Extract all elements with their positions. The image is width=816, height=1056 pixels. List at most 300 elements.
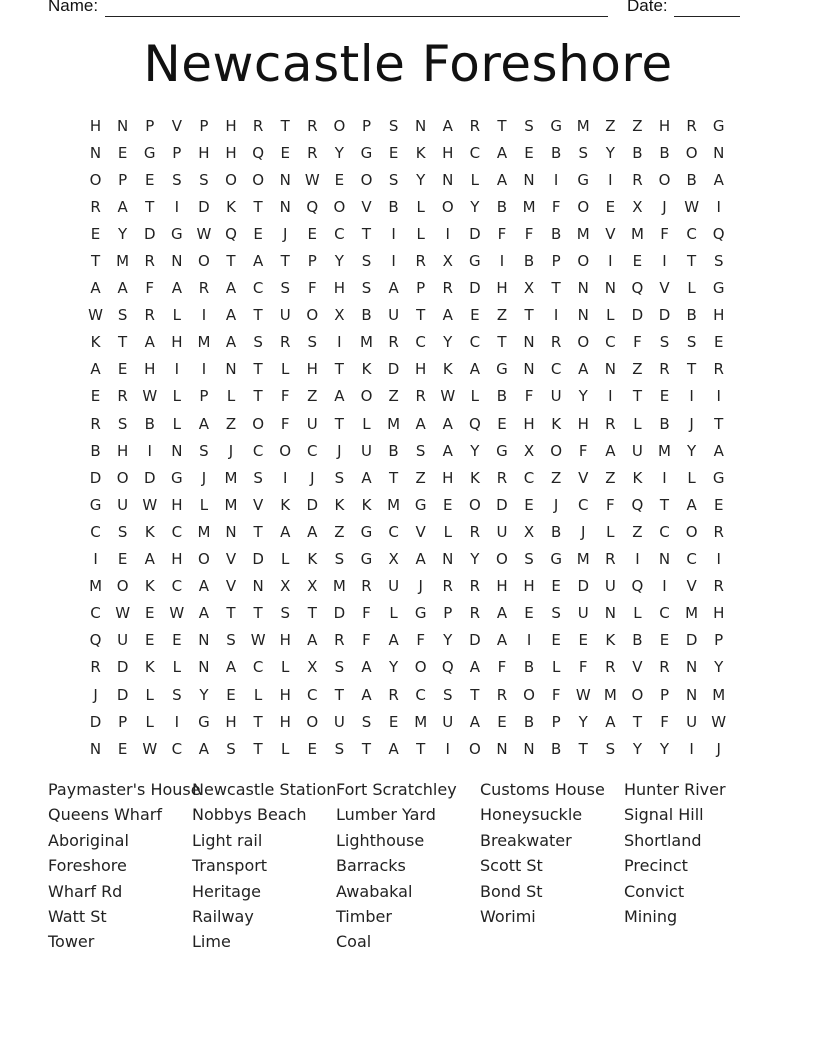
- grid-letter[interactable]: A: [686, 495, 697, 514]
- grid-letter[interactable]: P: [145, 116, 155, 135]
- grid-letter[interactable]: P: [199, 116, 209, 135]
- grid-letter[interactable]: Z: [632, 522, 643, 541]
- grid-letter[interactable]: N: [198, 658, 210, 677]
- grid-letter[interactable]: R: [605, 414, 616, 433]
- grid-letter[interactable]: K: [361, 360, 372, 379]
- grid-letter[interactable]: S: [280, 279, 290, 298]
- grid-letter[interactable]: E: [551, 577, 561, 596]
- grid-letter[interactable]: Q: [631, 577, 644, 596]
- grid-letter[interactable]: G: [550, 116, 562, 135]
- grid-letter[interactable]: T: [524, 306, 534, 325]
- grid-letter[interactable]: M: [576, 224, 590, 243]
- grid-letter[interactable]: R: [659, 658, 670, 677]
- grid-letter[interactable]: Q: [631, 279, 644, 298]
- grid-letter[interactable]: E: [388, 712, 399, 731]
- grid-letter[interactable]: R: [469, 577, 481, 596]
- grid-letter[interactable]: R: [605, 550, 616, 569]
- grid-letter[interactable]: M: [522, 197, 536, 216]
- grid-letter[interactable]: S: [524, 116, 534, 135]
- grid-letter[interactable]: U: [117, 495, 129, 514]
- grid-letter[interactable]: R: [496, 685, 508, 704]
- grid-letter[interactable]: H: [225, 116, 237, 135]
- grid-letter[interactable]: R: [686, 116, 697, 135]
- grid-letter[interactable]: S: [415, 441, 426, 460]
- grid-letter[interactable]: K: [605, 631, 616, 650]
- grid-letter[interactable]: M: [630, 224, 644, 243]
- grid-letter[interactable]: E: [524, 604, 534, 623]
- grid-letter[interactable]: O: [496, 550, 508, 569]
- grid-letter[interactable]: A: [225, 279, 237, 298]
- grid-letter[interactable]: N: [225, 360, 237, 379]
- grid-letter[interactable]: E: [172, 631, 182, 650]
- grid-letter[interactable]: R: [90, 414, 101, 433]
- grid-letter[interactable]: O: [360, 387, 373, 406]
- grid-letter[interactable]: I: [391, 252, 396, 271]
- grid-letter[interactable]: O: [685, 522, 698, 541]
- grid-letter[interactable]: H: [523, 577, 535, 596]
- grid-letter[interactable]: T: [632, 712, 642, 731]
- grid-letter[interactable]: Y: [578, 712, 588, 731]
- grid-letter[interactable]: A: [496, 143, 508, 162]
- grid-letter[interactable]: W: [684, 197, 700, 216]
- grid-letter[interactable]: F: [551, 685, 561, 704]
- grid-letter[interactable]: P: [714, 631, 724, 650]
- grid-letter[interactable]: W: [440, 387, 456, 406]
- grid-letter[interactable]: E: [713, 495, 724, 514]
- grid-letter[interactable]: G: [414, 604, 427, 623]
- grid-letter[interactable]: H: [171, 333, 183, 352]
- grid-letter[interactable]: M: [685, 604, 699, 623]
- grid-letter[interactable]: L: [687, 468, 696, 487]
- grid-letter[interactable]: O: [414, 658, 427, 677]
- grid-letter[interactable]: C: [415, 333, 426, 352]
- grid-letter[interactable]: G: [550, 550, 562, 569]
- grid-letter[interactable]: E: [659, 387, 670, 406]
- grid-letter[interactable]: C: [171, 522, 183, 541]
- grid-letter[interactable]: P: [361, 116, 371, 135]
- grid-letter[interactable]: E: [524, 495, 534, 514]
- grid-letter[interactable]: Q: [441, 658, 454, 677]
- name-field[interactable]: [105, 0, 608, 17]
- grid-letter[interactable]: C: [469, 333, 481, 352]
- grid-letter[interactable]: A: [469, 658, 480, 677]
- grid-letter[interactable]: Y: [388, 658, 399, 677]
- grid-letter[interactable]: Y: [470, 197, 480, 216]
- grid-letter[interactable]: N: [496, 739, 508, 758]
- grid-letter[interactable]: C: [307, 685, 318, 704]
- grid-letter[interactable]: V: [171, 116, 182, 135]
- grid-letter[interactable]: M: [360, 333, 373, 352]
- grid-letter[interactable]: R: [605, 658, 616, 677]
- grid-letter[interactable]: A: [225, 658, 237, 677]
- grid-letter[interactable]: B: [388, 197, 399, 216]
- grid-letter[interactable]: N: [117, 116, 129, 135]
- grid-letter[interactable]: H: [496, 279, 508, 298]
- grid-letter[interactable]: K: [469, 468, 480, 487]
- grid-letter[interactable]: M: [387, 414, 401, 433]
- grid-letter[interactable]: E: [90, 224, 101, 243]
- grid-letter[interactable]: K: [307, 550, 318, 569]
- grid-letter[interactable]: G: [712, 468, 725, 487]
- grid-letter[interactable]: E: [605, 197, 616, 216]
- grid-letter[interactable]: O: [198, 550, 210, 569]
- grid-letter[interactable]: B: [550, 224, 562, 243]
- date-field[interactable]: [674, 0, 740, 17]
- grid-letter[interactable]: I: [201, 306, 207, 325]
- grid-letter[interactable]: S: [117, 414, 128, 433]
- grid-letter[interactable]: P: [118, 712, 128, 731]
- grid-letter[interactable]: G: [143, 143, 156, 162]
- grid-letter[interactable]: Y: [632, 739, 642, 758]
- grid-letter[interactable]: Y: [199, 685, 209, 704]
- grid-letter[interactable]: E: [632, 252, 643, 271]
- grid-letter[interactable]: Z: [551, 468, 562, 487]
- grid-letter[interactable]: D: [306, 495, 319, 514]
- grid-letter[interactable]: A: [198, 577, 210, 596]
- grid-letter[interactable]: I: [526, 631, 532, 650]
- grid-letter[interactable]: Y: [334, 143, 344, 162]
- grid-letter[interactable]: L: [172, 414, 181, 433]
- grid-letter[interactable]: E: [307, 739, 318, 758]
- grid-letter[interactable]: A: [225, 333, 237, 352]
- grid-letter[interactable]: D: [143, 224, 156, 243]
- grid-letter[interactable]: L: [145, 685, 154, 704]
- grid-letter[interactable]: L: [281, 550, 290, 569]
- grid-letter[interactable]: E: [253, 224, 263, 243]
- grid-letter[interactable]: T: [118, 333, 128, 352]
- grid-letter[interactable]: F: [578, 658, 588, 677]
- grid-letter[interactable]: V: [252, 495, 264, 514]
- grid-letter[interactable]: H: [658, 116, 671, 135]
- grid-letter[interactable]: R: [144, 306, 155, 325]
- grid-letter[interactable]: Q: [712, 224, 725, 243]
- grid-letter[interactable]: T: [226, 604, 236, 623]
- grid-letter[interactable]: A: [252, 252, 264, 271]
- grid-letter[interactable]: D: [89, 712, 102, 731]
- grid-letter[interactable]: J: [228, 441, 234, 460]
- grid-letter[interactable]: A: [605, 712, 616, 731]
- grid-letter[interactable]: H: [117, 441, 129, 460]
- grid-letter[interactable]: D: [577, 577, 590, 596]
- grid-letter[interactable]: A: [415, 414, 426, 433]
- grid-letter[interactable]: O: [306, 712, 319, 731]
- grid-letter[interactable]: K: [226, 197, 236, 216]
- grid-letter[interactable]: H: [225, 143, 237, 162]
- grid-letter[interactable]: W: [142, 495, 158, 514]
- grid-letter[interactable]: O: [658, 170, 671, 189]
- grid-letter[interactable]: F: [280, 387, 290, 406]
- grid-letter[interactable]: P: [118, 170, 128, 189]
- grid-letter[interactable]: X: [523, 522, 535, 541]
- grid-letter[interactable]: B: [361, 306, 372, 325]
- grid-letter[interactable]: K: [144, 658, 155, 677]
- grid-letter[interactable]: L: [633, 414, 642, 433]
- grid-letter[interactable]: O: [198, 252, 210, 271]
- grid-letter[interactable]: X: [523, 279, 535, 298]
- grid-letter[interactable]: D: [252, 550, 264, 569]
- grid-letter[interactable]: B: [523, 658, 535, 677]
- grid-letter[interactable]: C: [388, 522, 399, 541]
- grid-letter[interactable]: K: [334, 495, 345, 514]
- grid-letter[interactable]: S: [388, 116, 399, 135]
- grid-letter[interactable]: K: [144, 522, 155, 541]
- grid-letter[interactable]: L: [253, 685, 263, 704]
- grid-letter[interactable]: T: [388, 468, 399, 487]
- grid-letter[interactable]: G: [414, 495, 427, 514]
- grid-letter[interactable]: N: [523, 739, 535, 758]
- grid-letter[interactable]: S: [253, 333, 263, 352]
- grid-letter[interactable]: H: [89, 116, 102, 135]
- grid-letter[interactable]: D: [685, 631, 698, 650]
- grid-letter[interactable]: F: [307, 279, 317, 298]
- grid-letter[interactable]: O: [306, 306, 319, 325]
- grid-letter[interactable]: N: [713, 143, 725, 162]
- grid-letter[interactable]: S: [443, 685, 453, 704]
- grid-letter[interactable]: L: [226, 387, 236, 406]
- grid-letter[interactable]: W: [575, 685, 591, 704]
- grid-letter[interactable]: Q: [89, 631, 102, 650]
- grid-letter[interactable]: A: [415, 550, 426, 569]
- grid-letter[interactable]: G: [496, 441, 508, 460]
- grid-letter[interactable]: B: [550, 143, 562, 162]
- grid-letter[interactable]: U: [577, 604, 589, 623]
- grid-letter[interactable]: J: [689, 414, 694, 433]
- grid-letter[interactable]: G: [712, 279, 725, 298]
- grid-letter[interactable]: R: [117, 387, 128, 406]
- grid-letter[interactable]: T: [632, 387, 642, 406]
- grid-letter[interactable]: R: [415, 252, 426, 271]
- grid-letter[interactable]: A: [442, 306, 453, 325]
- grid-letter[interactable]: A: [225, 306, 237, 325]
- grid-letter[interactable]: F: [280, 414, 290, 433]
- grid-letter[interactable]: Y: [605, 143, 615, 162]
- grid-letter[interactable]: N: [279, 170, 291, 189]
- grid-letter[interactable]: T: [361, 739, 372, 758]
- grid-letter[interactable]: H: [442, 468, 454, 487]
- grid-letter[interactable]: R: [90, 658, 101, 677]
- grid-letter[interactable]: C: [307, 441, 318, 460]
- grid-letter[interactable]: G: [171, 468, 183, 487]
- grid-letter[interactable]: S: [713, 252, 724, 271]
- grid-letter[interactable]: A: [307, 631, 318, 650]
- grid-letter[interactable]: H: [171, 550, 183, 569]
- grid-letter[interactable]: L: [416, 197, 425, 216]
- grid-letter[interactable]: F: [633, 333, 642, 352]
- grid-letter[interactable]: Y: [470, 441, 480, 460]
- grid-letter[interactable]: A: [144, 550, 155, 569]
- grid-letter[interactable]: L: [281, 658, 290, 677]
- grid-letter[interactable]: K: [280, 495, 291, 514]
- grid-letter[interactable]: I: [337, 333, 342, 352]
- grid-letter[interactable]: M: [603, 685, 617, 704]
- grid-letter[interactable]: L: [470, 170, 480, 189]
- grid-letter[interactable]: A: [90, 360, 101, 379]
- grid-letter[interactable]: H: [279, 712, 291, 731]
- grid-letter[interactable]: G: [496, 360, 508, 379]
- grid-letter[interactable]: I: [635, 550, 640, 569]
- grid-letter[interactable]: S: [605, 739, 616, 758]
- grid-letter[interactable]: U: [388, 577, 400, 596]
- grid-letter[interactable]: J: [282, 224, 288, 243]
- grid-letter[interactable]: E: [443, 495, 453, 514]
- grid-letter[interactable]: P: [172, 143, 182, 162]
- grid-letter[interactable]: H: [171, 495, 183, 514]
- grid-letter[interactable]: J: [310, 468, 315, 487]
- grid-letter[interactable]: Y: [416, 170, 426, 189]
- grid-letter[interactable]: S: [361, 252, 372, 271]
- grid-letter[interactable]: M: [576, 116, 590, 135]
- grid-letter[interactable]: C: [659, 522, 670, 541]
- grid-letter[interactable]: N: [577, 306, 589, 325]
- grid-letter[interactable]: F: [524, 224, 534, 243]
- grid-letter[interactable]: L: [281, 739, 290, 758]
- grid-letter[interactable]: O: [252, 170, 265, 189]
- grid-letter[interactable]: V: [632, 658, 643, 677]
- grid-letter[interactable]: S: [334, 658, 345, 677]
- grid-letter[interactable]: R: [415, 387, 426, 406]
- grid-letter[interactable]: S: [334, 739, 345, 758]
- grid-letter[interactable]: H: [198, 143, 210, 162]
- grid-letter[interactable]: O: [360, 170, 373, 189]
- grid-letter[interactable]: A: [496, 170, 508, 189]
- grid-letter[interactable]: I: [499, 252, 505, 271]
- grid-letter[interactable]: M: [712, 685, 726, 704]
- grid-letter[interactable]: Y: [714, 658, 724, 677]
- grid-letter[interactable]: Y: [578, 387, 588, 406]
- grid-letter[interactable]: J: [337, 441, 342, 460]
- grid-letter[interactable]: R: [442, 279, 453, 298]
- grid-letter[interactable]: U: [333, 712, 345, 731]
- grid-letter[interactable]: R: [279, 333, 291, 352]
- grid-letter[interactable]: T: [253, 522, 263, 541]
- grid-letter[interactable]: N: [252, 577, 264, 596]
- grid-letter[interactable]: V: [605, 224, 616, 243]
- grid-letter[interactable]: E: [551, 631, 561, 650]
- grid-letter[interactable]: G: [198, 712, 210, 731]
- grid-letter[interactable]: F: [362, 604, 371, 623]
- grid-letter[interactable]: H: [577, 414, 589, 433]
- grid-letter[interactable]: I: [662, 468, 667, 487]
- grid-letter[interactable]: O: [333, 116, 346, 135]
- grid-letter[interactable]: K: [90, 333, 101, 352]
- grid-letter[interactable]: L: [172, 306, 181, 325]
- grid-letter[interactable]: T: [253, 360, 263, 379]
- grid-letter[interactable]: K: [632, 468, 643, 487]
- grid-letter[interactable]: C: [90, 604, 101, 623]
- grid-letter[interactable]: E: [524, 143, 534, 162]
- grid-letter[interactable]: F: [497, 658, 507, 677]
- grid-letter[interactable]: T: [334, 360, 344, 379]
- grid-letter[interactable]: V: [686, 577, 697, 596]
- grid-letter[interactable]: E: [226, 685, 236, 704]
- grid-letter[interactable]: S: [361, 279, 372, 298]
- grid-letter[interactable]: T: [253, 712, 263, 731]
- grid-letter[interactable]: V: [225, 550, 237, 569]
- grid-letter[interactable]: M: [224, 468, 238, 487]
- grid-letter[interactable]: R: [550, 333, 562, 352]
- grid-letter[interactable]: C: [577, 495, 589, 514]
- grid-letter[interactable]: Q: [225, 224, 237, 243]
- grid-letter[interactable]: X: [334, 306, 345, 325]
- grid-letter[interactable]: Z: [307, 387, 318, 406]
- grid-letter[interactable]: A: [442, 116, 453, 135]
- grid-letter[interactable]: T: [687, 252, 697, 271]
- grid-letter[interactable]: D: [631, 306, 644, 325]
- grid-letter[interactable]: O: [116, 468, 129, 487]
- grid-letter[interactable]: T: [551, 279, 561, 298]
- grid-letter[interactable]: S: [659, 333, 670, 352]
- grid-letter[interactable]: I: [716, 197, 721, 216]
- grid-letter[interactable]: L: [145, 712, 154, 731]
- grid-letter[interactable]: R: [713, 577, 724, 596]
- grid-letter[interactable]: O: [577, 197, 590, 216]
- grid-letter[interactable]: A: [496, 631, 508, 650]
- grid-letter[interactable]: I: [174, 712, 180, 731]
- grid-letter[interactable]: W: [711, 712, 727, 731]
- grid-letter[interactable]: E: [144, 631, 155, 650]
- grid-letter[interactable]: S: [117, 522, 128, 541]
- grid-letter[interactable]: W: [142, 387, 158, 406]
- grid-letter[interactable]: O: [252, 414, 265, 433]
- grid-letter[interactable]: A: [361, 658, 372, 677]
- grid-letter[interactable]: B: [496, 197, 508, 216]
- grid-letter[interactable]: O: [468, 495, 481, 514]
- grid-letter[interactable]: E: [713, 333, 724, 352]
- grid-letter[interactable]: I: [553, 306, 559, 325]
- grid-letter[interactable]: C: [605, 333, 616, 352]
- grid-letter[interactable]: D: [496, 495, 508, 514]
- grid-letter[interactable]: T: [90, 252, 101, 271]
- grid-letter[interactable]: M: [576, 550, 590, 569]
- grid-letter[interactable]: X: [523, 441, 535, 460]
- grid-letter[interactable]: T: [226, 252, 236, 271]
- grid-letter[interactable]: S: [172, 685, 182, 704]
- grid-letter[interactable]: R: [632, 170, 643, 189]
- grid-letter[interactable]: U: [604, 577, 616, 596]
- grid-letter[interactable]: O: [523, 685, 535, 704]
- grid-letter[interactable]: T: [497, 116, 507, 135]
- grid-letter[interactable]: R: [388, 333, 399, 352]
- grid-letter[interactable]: T: [253, 387, 263, 406]
- grid-letter[interactable]: J: [201, 468, 207, 487]
- grid-letter[interactable]: S: [388, 170, 399, 189]
- grid-letter[interactable]: B: [550, 739, 562, 758]
- grid-letter[interactable]: U: [686, 712, 698, 731]
- grid-letter[interactable]: O: [685, 143, 698, 162]
- grid-letter[interactable]: N: [225, 522, 237, 541]
- grid-letter[interactable]: B: [90, 441, 101, 460]
- grid-letter[interactable]: H: [442, 143, 454, 162]
- grid-letter[interactable]: E: [117, 360, 128, 379]
- grid-letter[interactable]: A: [713, 170, 724, 189]
- grid-letter[interactable]: A: [144, 333, 155, 352]
- grid-letter[interactable]: P: [199, 387, 209, 406]
- grid-letter[interactable]: E: [659, 631, 670, 650]
- grid-letter[interactable]: T: [145, 197, 155, 216]
- grid-letter[interactable]: F: [578, 441, 588, 460]
- grid-letter[interactable]: O: [550, 441, 563, 460]
- grid-letter[interactable]: D: [469, 279, 481, 298]
- grid-letter[interactable]: V: [361, 197, 372, 216]
- grid-letter[interactable]: E: [144, 604, 155, 623]
- grid-letter[interactable]: H: [415, 360, 427, 379]
- grid-letter[interactable]: Z: [632, 360, 643, 379]
- grid-letter[interactable]: I: [716, 550, 721, 569]
- grid-letter[interactable]: C: [252, 279, 264, 298]
- grid-letter[interactable]: H: [333, 279, 346, 298]
- grid-letter[interactable]: H: [306, 360, 318, 379]
- grid-letter[interactable]: R: [361, 577, 372, 596]
